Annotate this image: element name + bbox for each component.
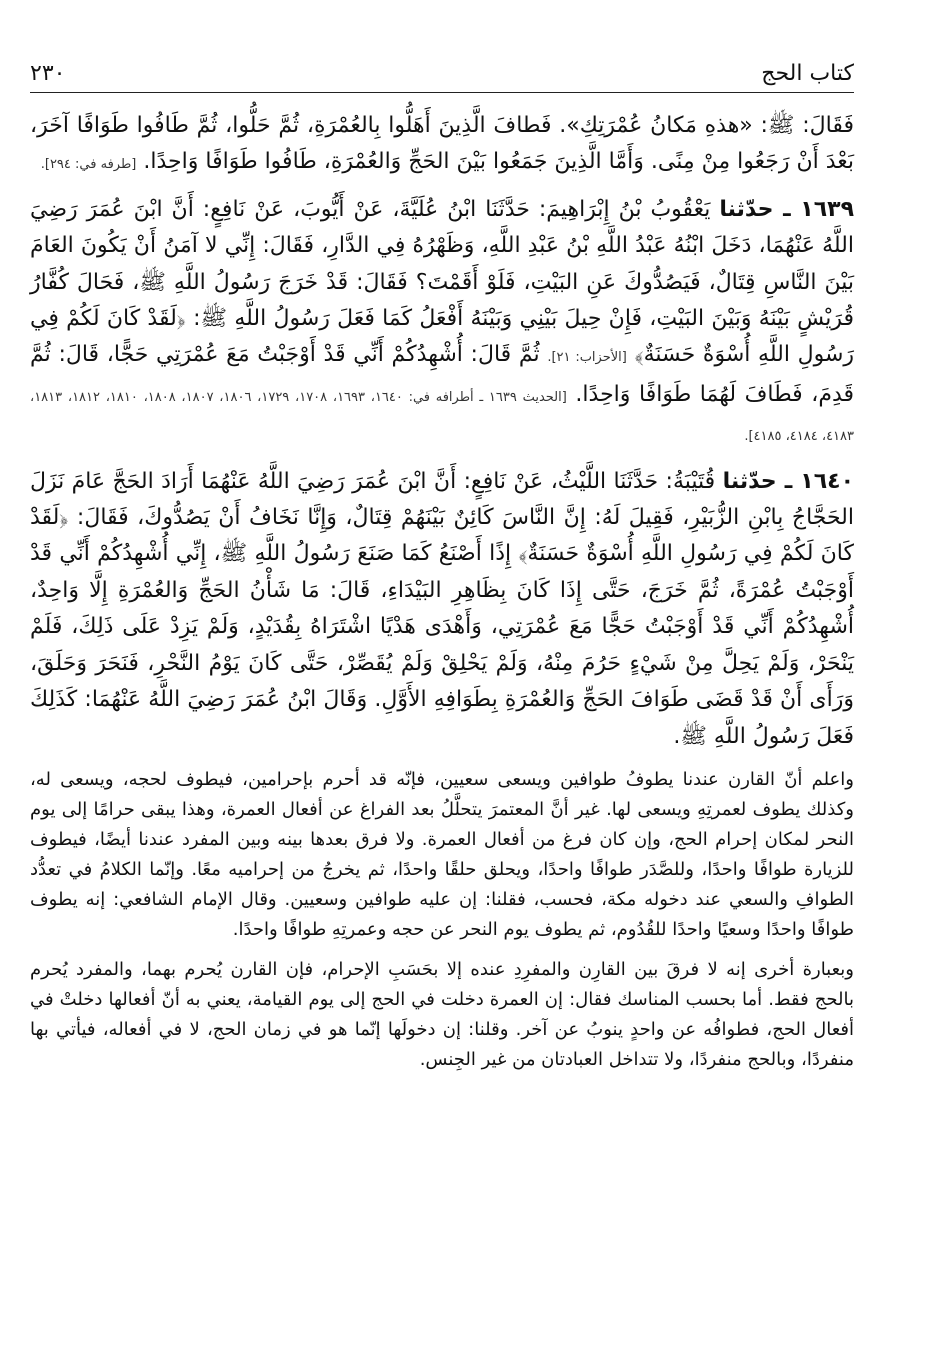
page-body: [30, 108, 854, 1075]
continuation-note: [طرفه في: ٢٩٤].: [40, 157, 137, 173]
commentary-paragraph-1: واعلم أنّ القارن عندنا يطوفُ طوافين ويسعى سعيين، فإنّه قد أحرم بإحرامين، فيطوف لحجه، ويسعى له، وكذلك يطوف لعمرتِهِ ويسعى لها. غير أنَّ المعتمرَ يتحلَّلُ بعد الفراغ عن أفعال العمرة، وهذا يبقى حرامًا إلى يوم النحر لمكان إحرام الحج، وإن كان فرغ من أفعال العمرة. ولا فرق بعدها بينه وبين المفرد عندنا أيضًا، فيطوف للزيارة طوافًا واحدًا، وللصَّدَر طوافًا واحدًا، ويحلق حلقًا واحدًا، ثم يخرجُ من إحراميه معًا. وإنّما الكلامُ في تعدُّد الطوافِ والسعي عند دخوله مكة، فحسب، فقلنا: إن عليه طوافين وسعيين. وقال الإمام الشافعي: إنه يطوف طوافًا واحدًا وسعيًا واحدًا للقُدُوم، ثم يطوف يوم النحر عن حجه وعمرتِهِ طوافًا واحدًا.: [30, 768, 854, 940]
hadith-1640-text: قُتَيْبَةُ: حَدَّثَنَا اللَّيْثُ، عَنْ نَافِعٍ: أَنَّ ابْنَ عُمَرَ رَضِيَ اللَّهُ عَنْهُمَا أَرَادَ الحَجَّ عَامَ نَزَلَ الحَجَّاجُ بِابْنِ الزُّبَيْرِ، فَقِيلَ لَهُ: إِنَّ النَّاسَ كَائِنٌ بَيْنَهُمْ قِتَالٌ، وَإِنَّا نَخَافُ أَنْ يَصُدُّوكَ، فَقَالَ: ﴿لَقَدْ كَانَ لَكُمْ فِي رَسُولِ اللَّهِ أُسْوَةٌ حَسَنَةٌ﴾ إِذًا أَصْنَعُ كَمَا صَنَعَ رَسُولُ اللَّهِ ﷺ، إِنِّي أُشْهِدُكُمْ أَنِّي قَدْ أَوْجَبْتُ عُمْرَةً، ثُمَّ خَرَجَ، حَتَّى إِذَا كَانَ بِظَاهِرِ البَيْدَاءِ، قَالَ: مَا شَأْنُ الحَجِّ وَالعُمْرَةِ إِلَّا وَاحِدٌ، أُشْهِدُكُمْ أَنِّي قَدْ أَوْجَبْتُ حَجًّا مَعَ عُمْرَتِي، وَأَهْدَى هَدْيًا اشْتَرَاهُ بِقُدَيْدٍ، وَلَمْ يَزِدْ عَلَى ذَلِكَ، فَلَمْ يَنْحَرْ، وَلَمْ يَحِلَّ مِنْ شَيْءٍ حَرُمَ مِنْهُ، وَلَمْ يَحْلِقْ وَلَمْ يُقَصِّرْ، حَتَّى كَانَ يَوْمُ النَّحْرِ، فَنَحَرَ وَحَلَقَ، وَرَأَى أَنْ قَدْ قَضَى طَوَافَ الحَجِّ وَالعُمْرَةِ بِطَوَافِهِ الأَوَّلِ. وَقَالَ ابْنُ عُمَرَ رَضِيَ اللَّهُ عَنْهُمَا: كَذَلِكَ فَعَلَ رَسُولُ اللَّهِ ﷺ.: [30, 468, 854, 749]
page-number: ٢٣٠: [30, 61, 66, 86]
hadith-1639: [30, 192, 854, 456]
hadith-1639-text-2: ثُمَّ قَالَ: أُشْهِدُكُمْ أَنِّي قَدْ أَوْجَبْتُ مَعَ عُمْرَتِي حَجًّا، قَالَ: ثُمَّ قَدِمَ، فَطَافَ لَهُمَا طَوَافًا وَاحِدًا.: [30, 342, 855, 407]
hadith-1639-verse-ref: [الأحزاب: ٢١].: [547, 350, 627, 366]
hadith-1639-note: [الحديث ١٦٣٩ ـ أطرافه في: ١٦٤٠، ١٦٩٣، ١٧٠٨، ١٧٢٩، ١٨٠٦، ١٨٠٧، ١٨٠٨، ١٨١٠، ١٨١٢، ١٨١٣، ٤١٨٣، ٤١٨٤، ٤١٨٥].: [30, 389, 854, 445]
commentary-paragraph-2: وبعبارة أخرى إنه لا فرقَ بين القارِن والمفرِدِ عنده إلا بحَسَبِ الإحرام، فإن القارن يُحرم بهما، والمفرد يُحرم بالحج فقط. أما بحسب المناسك فقال: إن العمرة دخلت في الحج إلى يوم القيامة، يعني به أنّ أفعالها دخلتْ في أفعال الحج، فطوافُه عن واحدٍ ينوبُ عن آخر. وقلنا: إن دخولَها إنّما هو في زمان الحج، لا في أفعاله، فيأتي بها منفردًا، وبالحج منفردًا، ولا تتداخل العبادتان من غير الجِنس.: [30, 958, 854, 1070]
running-title: كتاب الحج: [761, 61, 854, 86]
hadith-1639-text: يَعْقُوبُ بْنُ إِبْرَاهِيمَ: حَدَّثَنَا ابْنُ عُلَيَّةَ، عَنْ أَيُّوبَ، عَنْ نَافِعٍ: أَنَّ ابْنَ عُمَرَ رَضِيَ اللَّهُ عَنْهُمَا، دَخَلَ ابْنُهُ عَبْدُ اللَّهِ بْنُ عَبْدِ اللَّهِ، وَظَهْرُهُ فِي الدَّارِ، فَقَالَ: إِنِّي لا آمَنُ أَنْ يَكُونَ العَامَ بَيْنَ النَّاسِ قِتَالٌ، فَيَصُدُّوكَ عَنِ البَيْتِ، فَلَوْ أَقَمْتَ؟ فَقَالَ: قَدْ خَرَجَ رَسُولُ اللَّهِ ﷺ، فَحَالَ كُفَّارُ قُرَيْشٍ بَيْنَهُ وَبَيْنَ البَيْتِ، فَإِنْ حِيلَ بَيْنِي وَبَيْنَهُ أَفْعَلُ كَمَا فَعَلَ رَسُولُ اللَّهِ ﷺ: ﴿لَقَدْ كَانَ لَكُمْ فِي رَسُولِ اللَّهِ أُسْوَةٌ حَسَنَةٌ﴾: [30, 196, 855, 368]
continuation-text: فَقَالَ: ﷺ: «هذهِ مَكانُ عُمْرَتِكِ». فَطافَ الَّذِينَ أَهَلُّوا بِالعُمْرَةِ، ثُمَّ حَلُّوا، ثُمَّ طَافُوا طَوَافًا آخَرَ، بَعْدَ أَنْ رَجَعُوا مِنْ مِنًى. وَأَمَّا الَّذِينَ جَمَعُوا بَيْنَ الحَجِّ وَالعُمْرَةِ، طَافُوا طَوَافًا وَاحِدًا.: [30, 113, 854, 175]
hadith-1640-number: ١٦٤٠ ـ حدّثنا: [722, 468, 855, 494]
hadith-continuation: [30, 108, 854, 184]
page-header: [30, 56, 854, 93]
hadith-1640: [30, 464, 854, 755]
hadith-1639-number: ١٦٣٩ ـ حدّثنا: [719, 196, 854, 222]
